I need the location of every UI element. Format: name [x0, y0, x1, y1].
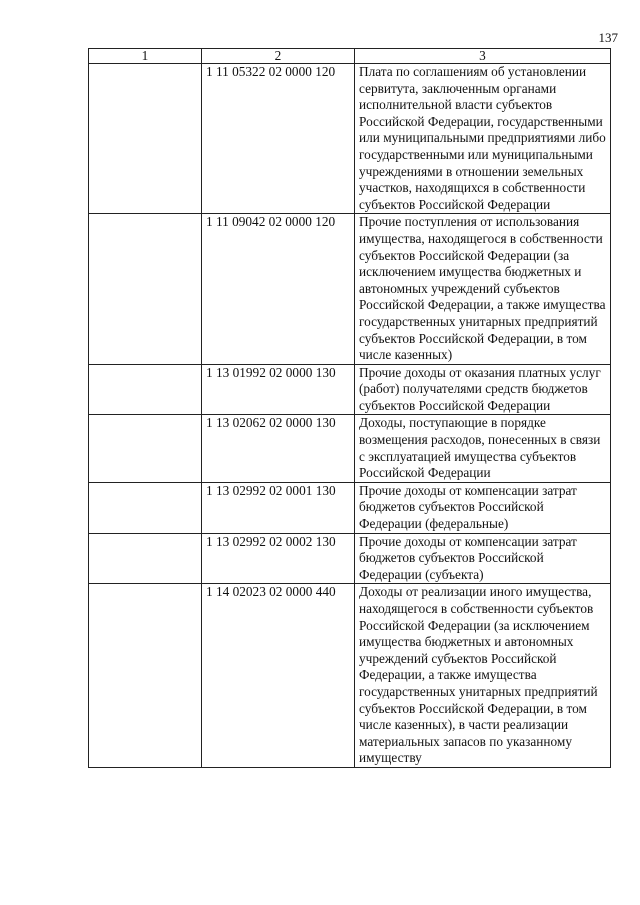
revenue-description-cell: Прочие доходы от компенсации затрат бюджетов субъектов Российской Федерации (субъекта) [355, 533, 611, 584]
admin-code-cell [89, 214, 202, 364]
revenue-code-cell: 1 13 02992 02 0001 130 [202, 482, 355, 533]
revenue-description-cell: Прочие доходы от оказания платных услуг (работ) получателями средств бюджетов субъектов Российской Федерации [355, 364, 611, 415]
admin-code-cell [89, 64, 202, 214]
table-row [89, 533, 611, 584]
revenue-code-cell: 1 13 02062 02 0000 130 [202, 415, 355, 482]
admin-code-cell [89, 364, 202, 415]
page-number: 137 [598, 30, 618, 45]
revenue-code-cell: 1 11 05322 02 0000 120 [202, 64, 355, 214]
revenue-code-cell: 1 13 01992 02 0000 130 [202, 364, 355, 415]
table-row [89, 64, 611, 214]
revenue-description-cell: Доходы от реализации иного имущества, находящегося в собственности субъектов Российской Федерации (за исключением имущества бюджетных и автономных учреждений субъектов Российской Федерации, а также имущества государственных унитарных предприятий субъектов Российской Федерации, в том числе казенных), в части реализации материальных запасов по указанному имуществу [355, 584, 611, 768]
revenue-description-cell: Прочие доходы от компенсации затрат бюджетов субъектов Российской Федерации (федеральные) [355, 482, 611, 533]
table-row [89, 214, 611, 364]
table-row [89, 415, 611, 482]
admin-code-cell [89, 415, 202, 482]
table-row [89, 482, 611, 533]
revenue-description-cell: Плата по соглашениям об установлении сервитута, заключенным органами исполнительной власти субъектов Российской Федерации, государственными или муниципальными предприятиями либо государственными или муниципальными учреждениями в отношении земельных участков, находящихся в собственности субъектов Российской Федерации [355, 64, 611, 214]
admin-code-cell [89, 482, 202, 533]
table-row [89, 364, 611, 415]
admin-code-cell [89, 584, 202, 768]
table-row [89, 584, 611, 768]
admin-code-cell [89, 533, 202, 584]
revenue-code-cell: 1 11 09042 02 0000 120 [202, 214, 355, 364]
revenue-codes-table [88, 48, 611, 768]
column-header-1: 1 [89, 49, 202, 64]
revenue-code-cell: 1 14 02023 02 0000 440 [202, 584, 355, 768]
revenue-description-cell: Доходы, поступающие в порядке возмещения расходов, понесенных в связи с эксплуатацией имущества субъектов Российской Федерации [355, 415, 611, 482]
header-row [89, 49, 611, 64]
column-header-2: 2 [202, 49, 355, 64]
revenue-description-cell: Прочие поступления от использования имущества, находящегося в собственности субъектов Российской Федерации (за исключением имущества бюджетных и автономных учреждений субъектов Российской Федерации, а также имущества государственных унитарных предприятий субъектов Российской Федерации, в том числе казенных) [355, 214, 611, 364]
revenue-code-cell: 1 13 02992 02 0002 130 [202, 533, 355, 584]
column-header-3: 3 [355, 49, 611, 64]
